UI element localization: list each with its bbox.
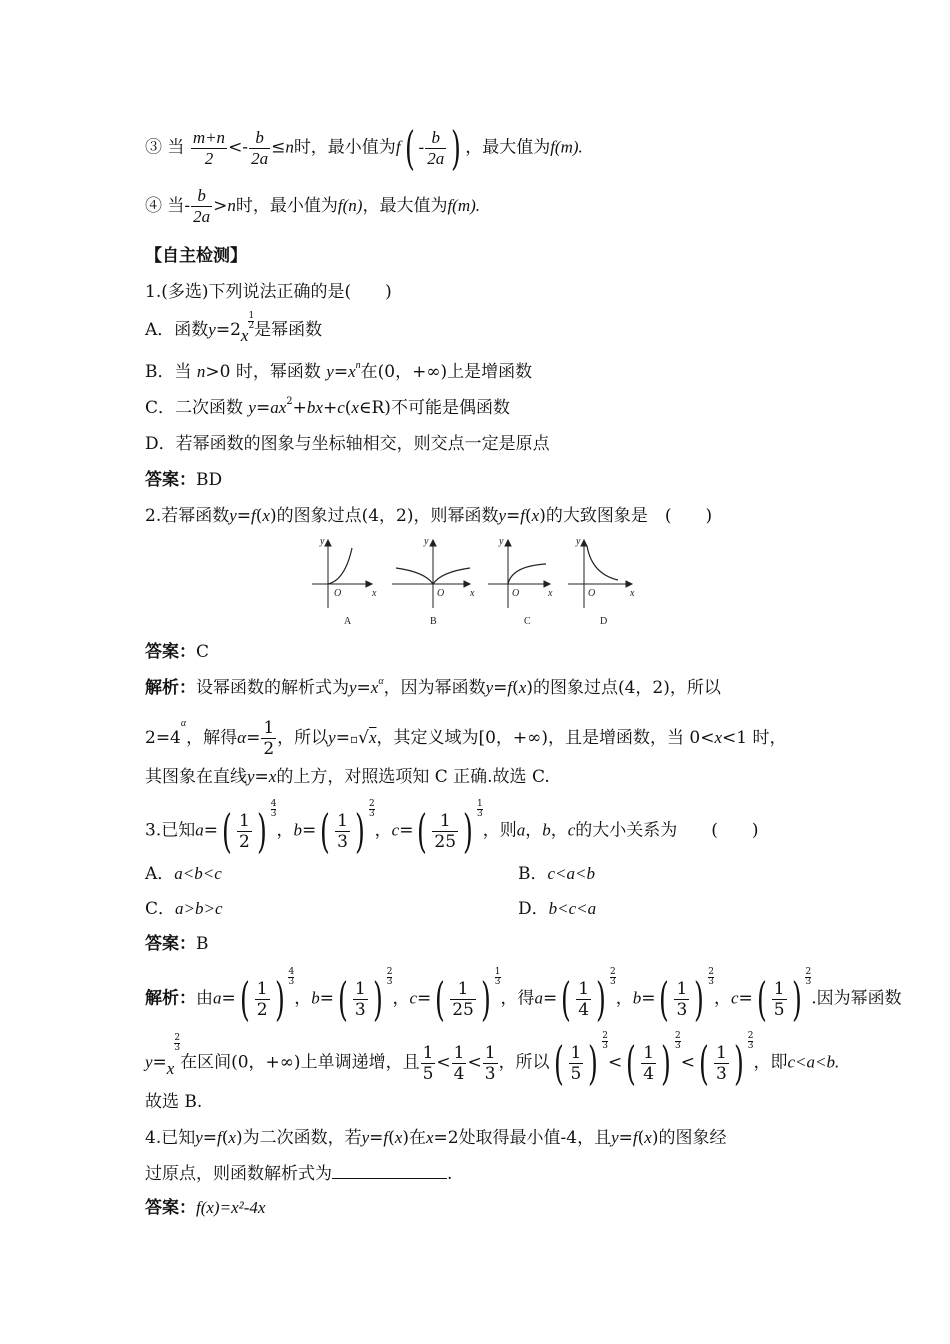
- svg-text:x: x: [372, 588, 377, 599]
- svg-text:O: O: [512, 588, 520, 599]
- q2-answer: 答案：C: [145, 642, 210, 662]
- q3-option-b: B．c<a<b: [518, 864, 595, 884]
- q3-analysis-2: y=x $\frac{2}{3}$ 在区间(0，+∞)上单调递增，且 $\frac{1}{5}$ < $\frac{1}{4}$ < $\frac{1}{3}$ ，所以 ( $\frac{1}{5}$ ) $\frac{2}{3}$ < ( $\frac{1}{4}$ ) $\frac{2}{3}$ < ( $\frac{1}{3}$ ) $\frac{2}{3}$ ，即c<a<b.: [145, 1031, 840, 1090]
- svg-text:O: O: [588, 588, 596, 599]
- graph-label-b: B: [430, 616, 437, 627]
- graph-label-a: A: [344, 616, 352, 627]
- svg-text:x: x: [630, 588, 635, 599]
- q3-analysis-3: 故选 B.: [145, 1092, 203, 1112]
- q1-stem: 1.(多选)下列说法正确的是( ): [145, 282, 392, 302]
- q3-analysis-1: 解析：由a= ( $\frac{1}{2}$ ) $\frac{4}{3}$ ，b= ( $\frac{1}{3}$ ) $\frac{2}{3}$ ，c= ( $\frac{1}{25}$ ) $\frac{1}{3}$ ，得a= ( $\frac{1}{4}$ ) $\frac{2}{3}$ ，b= ( $\frac{1}{3}$ ) $\frac{2}{3}$ ，c= ( $\frac{1}{5}$ ) $\frac{2}{3}$ .因为幂函数: [145, 967, 902, 1026]
- svg-text:y: y: [576, 536, 581, 547]
- q1-option-a: A．函数y=2x $\frac{1}{2}$ 是幂函数: [145, 311, 323, 345]
- graph-label-c: C: [524, 616, 531, 627]
- svg-text:y: y: [424, 536, 429, 547]
- q4-answer: 答案：f(x)=x²-4x: [145, 1198, 266, 1218]
- svg-text:x: x: [470, 588, 475, 599]
- answer-blank[interactable]: [332, 1160, 447, 1179]
- svg-text:x: x: [548, 588, 553, 599]
- q2-analysis-1: 解析：设幂函数的解析式为$y=x^\alpha$，因为幂函数y=f(x)的图象过点(4，2)，所以: [145, 676, 721, 698]
- svg-text:O: O: [334, 588, 342, 599]
- q2-analysis-2: $2=4^\alpha$，解得α= $\frac{1}{2}$ ，所以y=▫√x，其定义域为[0，+∞)，且是增函数，当 0<x<1 时，: [145, 718, 787, 759]
- rule-4: ④ 当- $\frac{b}{2a}$ >n时，最小值为f(n)，最大值为f(m).: [145, 186, 481, 226]
- fraction-b-over-2a: $\frac{b}{2a}$: [251, 127, 269, 168]
- q4-stem: 4.已知y=f(x)为二次函数，若y=f(x)在x=2处取得最小值-4，且y=f(x)的图象经: [145, 1128, 727, 1148]
- graph-a: [312, 536, 377, 627]
- graph-b: [392, 536, 475, 627]
- graph-c: [488, 536, 553, 627]
- graph-label-d: D: [600, 616, 608, 627]
- q3-stem: 3.已知a= ( $\frac{1}{2}$ ) $\frac{4}{3}$ ，b= ( $\frac{1}{3}$ ) $\frac{2}{3}$ ，c= ( $\frac{1}{25}$ ) $\frac{1}{3}$ ，则a，b，c的大小关系为 ( ): [145, 799, 759, 858]
- q3-answer: 答案：B: [145, 934, 209, 954]
- q1-option-b: B．当 n>0 时，幂函数 $y=x^n$在(0，+∞)上是增函数: [145, 360, 533, 382]
- q1-option-c: C．二次函数 $y=ax^2+bx+c(x\in R)$不可能是偶函数: [145, 396, 510, 418]
- fraction-m-plus-n-over-2: $\frac{m+n}{2}$: [192, 127, 226, 168]
- section-title: 【自主检测】: [145, 246, 247, 266]
- graph-d: [568, 536, 635, 627]
- circle-3: ③: [145, 137, 162, 158]
- circle-4: ④: [145, 196, 162, 216]
- q2-analysis-3: 其图象在直线y=x的上方，对照选项知 C 正确.故选 C.: [145, 767, 550, 787]
- q1-option-d: D．若幂函数的图象与坐标轴相交，则交点一定是原点: [145, 434, 550, 454]
- q3-option-a: A．a<b<c: [145, 864, 222, 884]
- q3-option-d: D．b<c<a: [518, 899, 597, 919]
- fraction-b-over-2a: $\frac{b}{2a}$: [193, 186, 211, 226]
- svg-text:O: O: [437, 588, 445, 599]
- q4-line-2: 过原点，则函数解析式为 .: [145, 1160, 452, 1186]
- svg-text:y: y: [320, 536, 325, 547]
- q3-option-c: C．a>b>c: [145, 899, 223, 919]
- svg-text:y: y: [499, 536, 504, 547]
- q1-answer: 答案：BD: [145, 470, 223, 490]
- q2-graphs: [300, 530, 650, 630]
- rule-3: ③ 当 $\frac{m+n}{2}$ <- $\frac{b}{2a}$ ≤n时，最小值为f ( - $\frac{b}{2a}$ ) ，最大值为f(m).: [145, 121, 583, 175]
- q2-stem: 2.若幂函数y=f(x)的图象过点(4，2)，则幂函数y=f(x)的大致图象是 ( ): [145, 506, 713, 526]
- paren-group: ( - $\frac{b}{2a}$ ): [404, 121, 462, 175]
